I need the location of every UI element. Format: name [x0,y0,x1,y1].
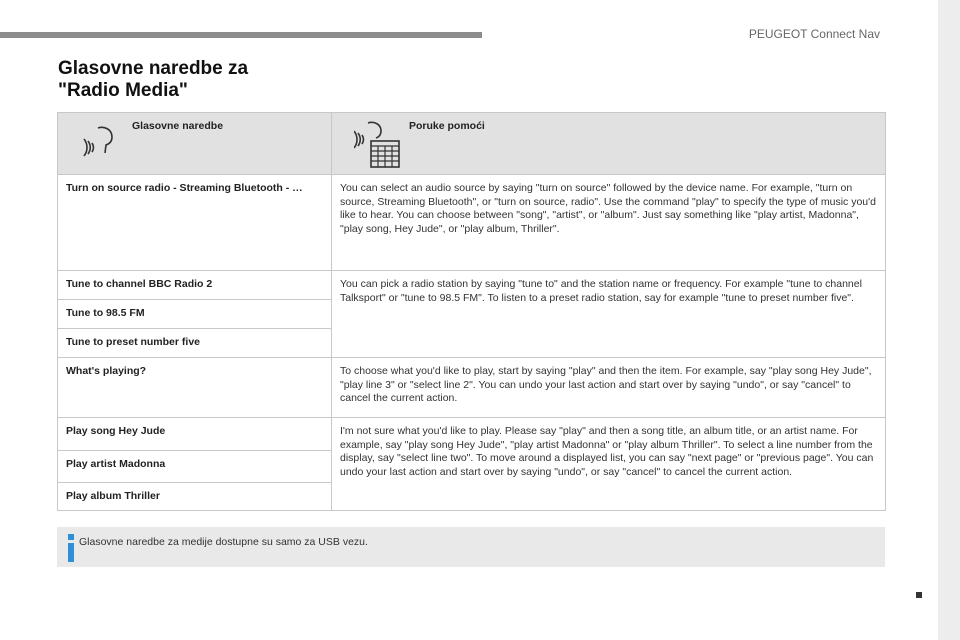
info-note [57,527,885,567]
command-cell: Tune to channel BBC Radio 2 [58,271,332,300]
header-help [332,113,886,175]
page-marker [916,592,922,598]
table-header-row [58,113,886,175]
command-cell: What's playing? [58,358,332,418]
command-cell: Turn on source radio - Streaming Bluetooth - … [58,175,332,271]
brand-label: PEUGEOT Connect Nav [748,27,880,41]
command-cell: Tune to preset number five [58,329,332,358]
info-icon [65,534,77,562]
title-line-1: Glasovne naredbe za [58,58,249,79]
table-row [58,175,886,271]
header-help-label: Poruke pomoći [409,120,485,132]
table-row [58,271,886,300]
top-rule [0,32,482,38]
help-cell: You can select an audio source by saying "turn on source" followed by the device name. For example, "turn on source, Streaming Bluetooth", or "turn on source, radio". Use the command "play" to specify the type of music you'd like to hear. You can choose between "song", "artist", or "album". Just say something like "play artist, Madonna", "play song, Hey Jude", or "play album, Thriller". [332,175,886,271]
command-cell: Play album Thriller [58,483,332,511]
side-strip [938,0,960,640]
table-row [58,358,886,418]
header-commands [58,113,332,175]
help-cell: You can pick a radio station by saying "tune to" and the station name or frequency. For example "tune to channel Talksport" or "tune to 98.5 FM". To listen to a preset radio station, say for example "tune to preset number five". [332,271,886,358]
table-row [58,418,886,451]
help-cell: To choose what you'd like to play, start by saying "play" and then the item. For example, say "play song Hey Jude", "play line 3" or "select line 2". You can undo your last action and start over by saying "undo", or say "cancel" to cancel the current action. [332,358,886,418]
info-text: Glasovne naredbe za medije dostupne su samo za USB vezu. [79,536,368,548]
help-cell: I'm not sure what you'd like to play. Please say "play" and then a song title, an album title, or an artist name. For example, say "play song Hey Jude", "play artist Madonna" or "play album Thriller". To select a line number from the display, say "select line two". To move around a displayed list, you can say "next page" or "previous page". You can undo your last action and start over by saying "undo", or say "cancel" to cancel the current action. [332,418,886,511]
command-cell: Play artist Madonna [58,451,332,483]
voice-command-icon [82,123,118,159]
voice-help-keypad-icon [354,119,406,171]
page-title [58,58,248,102]
command-cell: Play song Hey Jude [58,418,332,451]
header-commands-label: Glasovne naredbe [132,120,224,132]
voice-commands-table [57,112,886,511]
command-cell: Tune to 98.5 FM [58,300,332,329]
title-line-2: "Radio Media" [58,80,188,101]
